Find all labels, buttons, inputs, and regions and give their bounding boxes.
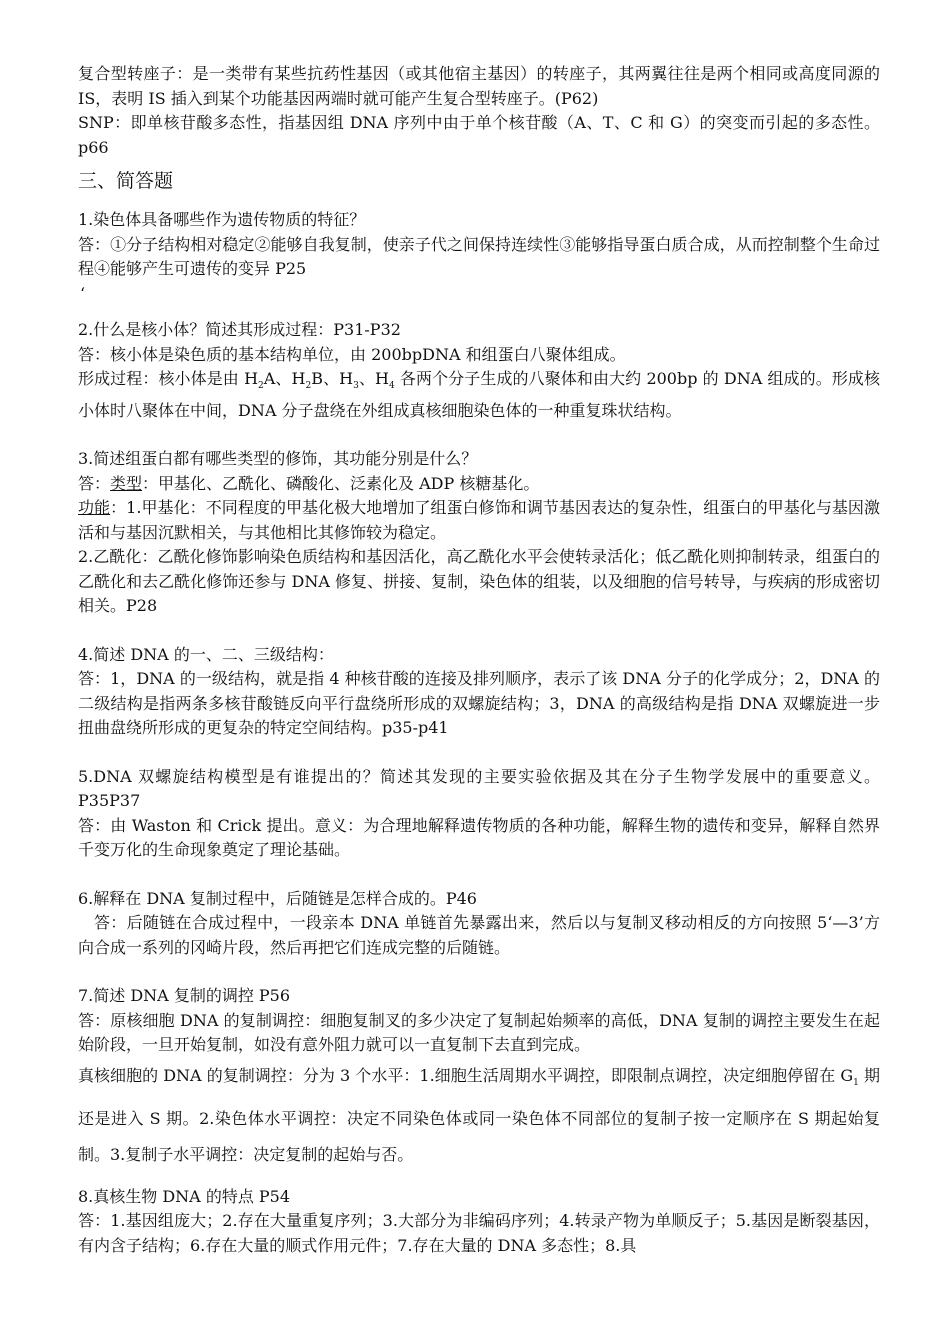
formation-text-2: A、H: [263, 369, 306, 388]
answer-4: 答：1，DNA 的一级结构，就是指 4 种核苷酸的连接及排列顺序，表示了该 DNA 分子的化学成分；2，DNA 的二级结构是指两条多核苷酸链反向平行盘绕所形成的双螺旋结构；3，DNA 的高级结构是指 DNA 双螺旋进一步扭曲盘绕所形成的更复杂的特定空间结构。p35-p41: [78, 669, 880, 738]
subscript: 2: [305, 381, 312, 392]
definition-composite-transposon: 复合型转座子：是一类带有某些抗药性基因（或其他宿主基因）的转座子，其两翼往往是两个相同或高度同源的 IS，表明 IS 插入到某个功能基因两端时就可能产生复合型转座子。(P62): [78, 64, 880, 108]
formation-text-1: 形成过程：核小体是由 H: [78, 369, 259, 388]
answer-3-functions: [78, 496, 880, 545]
types-label: 类型: [110, 473, 143, 493]
answer-2-formation: [78, 367, 880, 423]
answer-7-eukaryote: [78, 1058, 880, 1173]
section-heading: 三、简答题: [78, 170, 174, 192]
question-1: 1.染色体具备哪些作为遗传物质的特征？: [78, 210, 366, 229]
subscript: 2: [258, 381, 264, 392]
answer-6: 答：后随链在合成过程中，一段亲本 DNA 单链首先暴露出来，然后以与复制叉移动相反的方向按照 5‘—3’方向合成一系列的冈崎片段，然后再把它们连成完整的后随链。: [78, 913, 880, 957]
question-4: 4.简述 DNA 的一、二、三级结构：: [78, 644, 334, 664]
subscript: 3: [353, 381, 359, 392]
eukaryote-text-2: 期还是进入 S 期。2.染色体水平调控：决定不同染色体或同一染色体不同部位的复制子按一定顺序在 S 期起始复制。3.复制子水平调控：决定复制的起始与否。: [78, 1065, 881, 1164]
question-3: 3.简述组蛋白都有哪些类型的修饰，其功能分别是什么？: [78, 449, 478, 469]
answer-3-types: [78, 472, 880, 497]
question-7: 7.简述 DNA 复制的调控 P56: [78, 986, 291, 1006]
answer-5: 答：由 Waston 和 Crick 提出。意义：为合理地解释遗传物质的各种功能，解释生物的遗传和变异，解释自然界千变万化的生命现象奠定了理论基础。: [78, 815, 880, 860]
question-8: 8.真核生物 DNA 的特点 P54: [78, 1186, 291, 1206]
functions-label: 功能: [78, 498, 111, 518]
answer-8: 答：1.基因组庞大；2.存在大量重复序列；3.大部分为非编码序列；4.转录产物为单顺反子；5.基因是断裂基因，有内含子结构；6.存在大量的顺式作用元件；7.存在大量的 DNA 多态性；8.具: [78, 1211, 880, 1255]
question-6: 6.解释在 DNA 复制过程中，后随链是怎样合成的。P46: [78, 888, 477, 908]
subscript: 1: [853, 1077, 859, 1088]
answer-2: 答：核小体是染色质的基本结构单位，由 200bpDNA 和组蛋白八聚体组成。: [78, 344, 626, 364]
question-5: 5.DNA 双螺旋结构模型是有谁提出的？简述其发现的主要实验依据及其在分子生物学发展中的重要意义。P35P37: [78, 766, 880, 811]
functions-text: ：1.甲基化：不同程度的甲基化极大地增加了组蛋白修饰和调节基因表达的复杂性，组蛋白的甲基化与基因激活和与基因沉默相关，与其他相比其修饰较为稳定。: [78, 498, 880, 542]
eukaryote-text-1: 真核细胞的 DNA 的复制调控：分为 3 个水平：1.细胞生活周期水平调控，即限制点调控，决定细胞停留在 G: [78, 1065, 854, 1085]
formation-text-3: B、H: [311, 369, 354, 388]
subscript: 4: [389, 381, 395, 392]
question-2: 2.什么是核小体？简述其形成过程：P31-P32: [78, 320, 401, 339]
definition-snp: SNP：即单核苷酸多态性，指基因组 DNA 序列中由于单个核苷酸（A、T、C 和 G）的突变而引起的多态性。p66: [78, 113, 880, 157]
answer-1: 答：①分子结构相对稳定②能够自我复制，使亲子代之间保持连续性③能够指导蛋白质合成，从而控制整个生命过程④能够产生可遗传的变异 P25: [78, 234, 880, 278]
formation-text-5: 各两个分子生成的八聚体和由大约 200bp 的 DNA 组成的。形成核小体时八聚体在中间，DNA 分子盘绕在外组成真核细胞染色体的一种重复珠状结构。: [78, 369, 881, 420]
formation-text-4: 、H: [358, 369, 389, 388]
types-text: ：甲基化、乙酰化、磷酸化、泛素化及 ADP 核糖基化。: [142, 473, 540, 493]
answer-prefix: 答：: [78, 473, 111, 493]
answer-3-acetylation: 2.乙酰化：乙酰化修饰影响染色质结构和基因活化，高乙酰化水平会使转录活化；低乙酰化则抑制转录，组蛋白的乙酰化和去乙酰化修饰还参与 DNA 修复、拼接、复制，染色体的组装，以及细胞的信号转导，与疾病的形成密切相关。P28: [78, 547, 880, 616]
answer-7-prokaryote: 答：原核细胞 DNA 的复制调控：细胞复制叉的多少决定了复制起始频率的高低，DNA 复制的调控主要发生在起始阶段，一旦开始复制，如没有意外阻力就可以一直复制下去直到完成。: [78, 1010, 880, 1055]
stray-mark: ‘: [80, 283, 86, 303]
